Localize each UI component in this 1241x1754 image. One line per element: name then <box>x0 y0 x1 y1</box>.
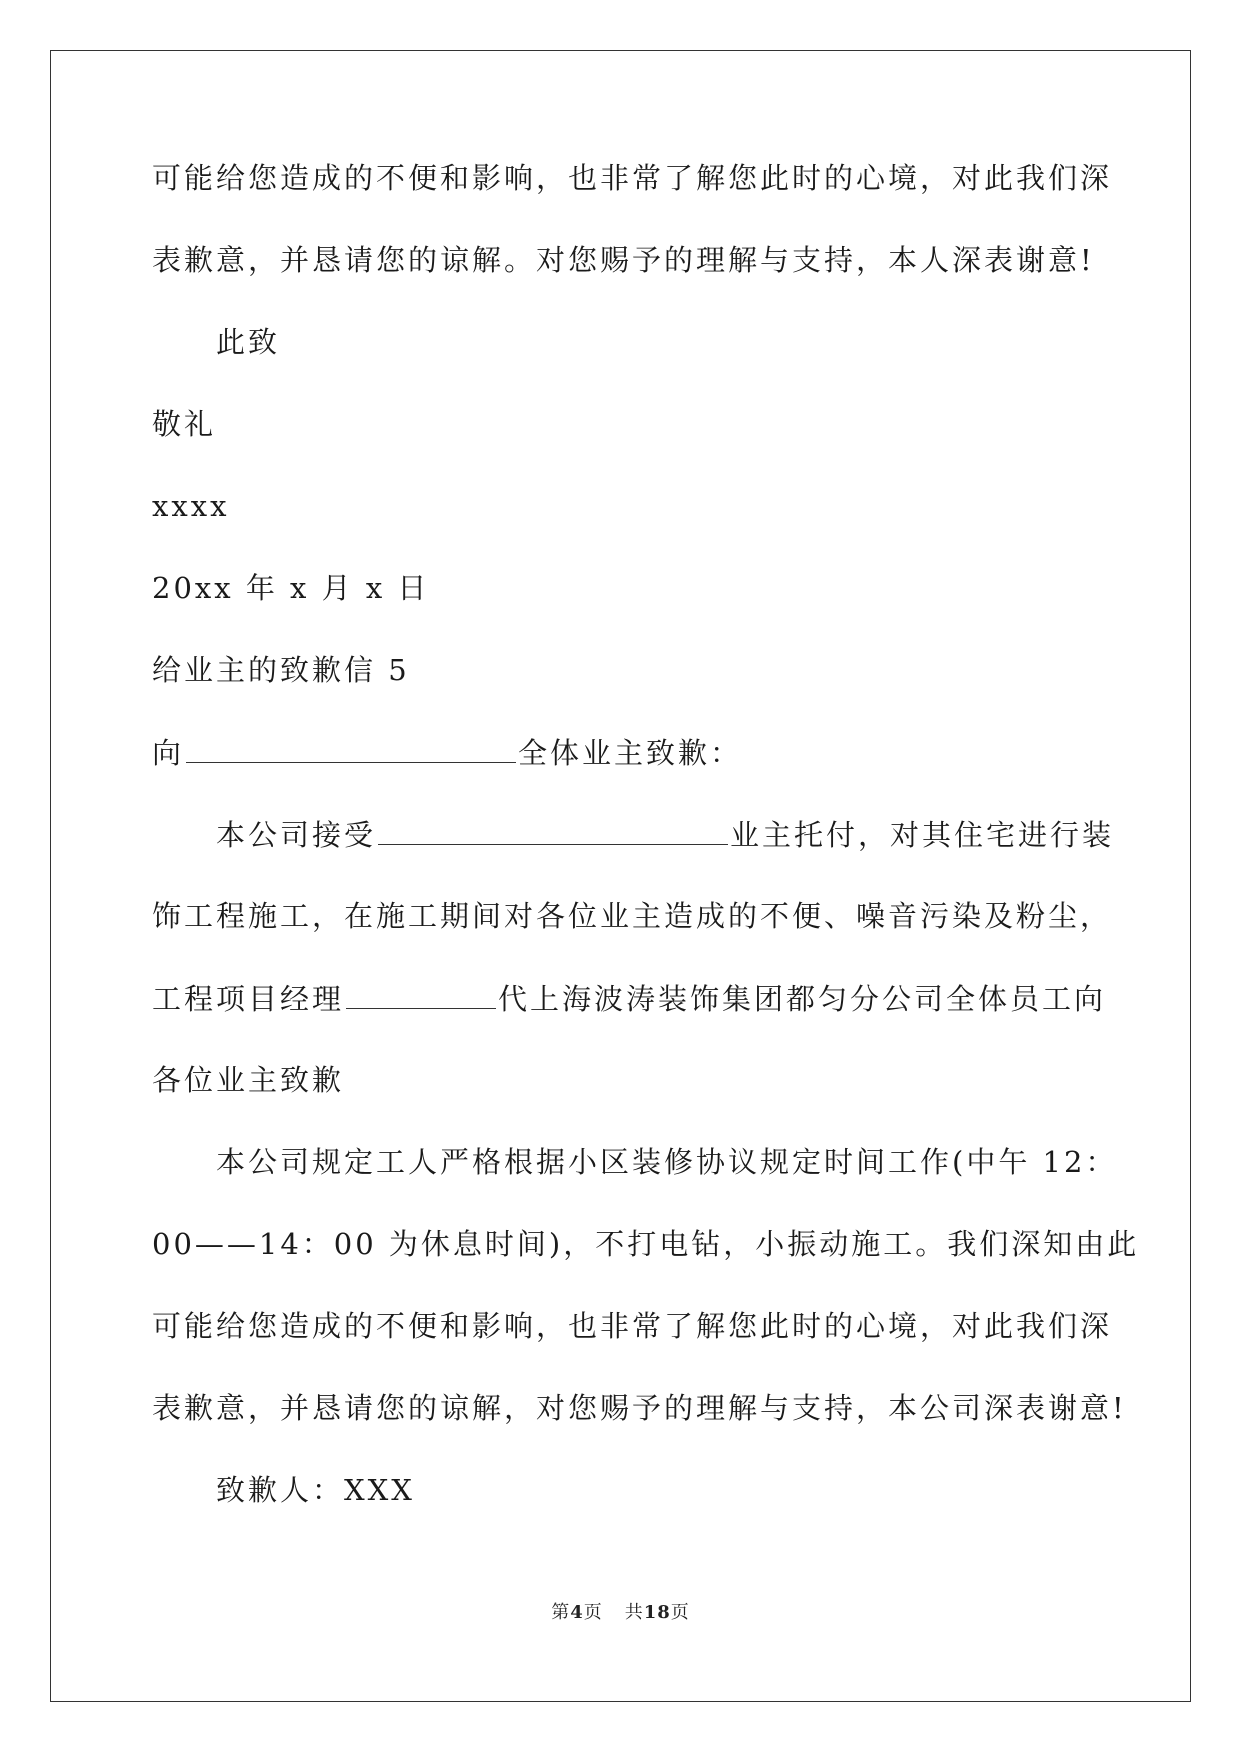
signature-name: xxxx <box>152 489 230 523</box>
page-number: 4 <box>570 1602 584 1623</box>
paragraph-line <box>152 816 1115 898</box>
paragraph-line: 本公司规定工人严格根据小区装修协议规定时间工作(中午 12： <box>216 1145 1118 1179</box>
paragraph-line: 饰工程施工，在施工期间对各位业主造成的不便、噪音污染及粉尘， <box>152 899 1113 933</box>
line-prefix: 本公司接受 <box>216 818 377 852</box>
signature-date: 20xx 年 x 月 x 日 <box>152 571 430 605</box>
fill-in-blank <box>346 980 496 1009</box>
line-suffix: 代上海波涛装饰集团都匀分公司全体员工向 <box>498 982 1107 1016</box>
total-pages: 18 <box>643 1602 671 1623</box>
paragraph-line: 可能给您造成的不便和影响，也非常了解您此时的心境，对此我们深 <box>152 1309 1113 1343</box>
greeting-suffix: 全体业主致歉： <box>518 736 743 770</box>
line-prefix: 工程项目经理 <box>152 982 345 1016</box>
paragraph-line: 00——14：00 为休息时间)，不打电钻，小振动施工。我们深知由此 <box>152 1227 1140 1261</box>
salutation-closing: 此致 <box>216 325 281 359</box>
section-title: 给业主的致歉信 5 <box>152 653 410 687</box>
fill-in-blank <box>378 816 728 845</box>
paragraph-line: 各位业主致歉 <box>152 1063 345 1097</box>
total-label-prefix: 共 <box>624 1602 644 1623</box>
paragraph-line: 可能给您造成的不便和影响，也非常了解您此时的心境，对此我们深 <box>152 161 1113 195</box>
paragraph-line <box>152 980 1107 1062</box>
page-label-prefix: 第 <box>551 1602 571 1623</box>
paragraph-line: 表歉意，并恳请您的谅解，对您赐予的理解与支持，本公司深表谢意! <box>152 1391 1127 1425</box>
total-label-suffix: 页 <box>670 1602 690 1623</box>
page-footer <box>0 1598 1241 1624</box>
paragraph-line: 表歉意，并恳请您的谅解。对您赐予的理解与支持，本人深表谢意! <box>152 243 1095 277</box>
apologizer-signature: 致歉人：XXX <box>216 1473 415 1507</box>
page-label-suffix: 页 <box>583 1602 603 1623</box>
letter-greeting <box>152 734 1092 816</box>
greeting-prefix: 向 <box>152 736 185 770</box>
fill-in-blank <box>186 734 516 763</box>
line-suffix: 业主托付，对其住宅进行装 <box>730 818 1115 852</box>
document-body <box>152 160 1140 1554</box>
salutation-regards: 敬礼 <box>152 407 217 441</box>
